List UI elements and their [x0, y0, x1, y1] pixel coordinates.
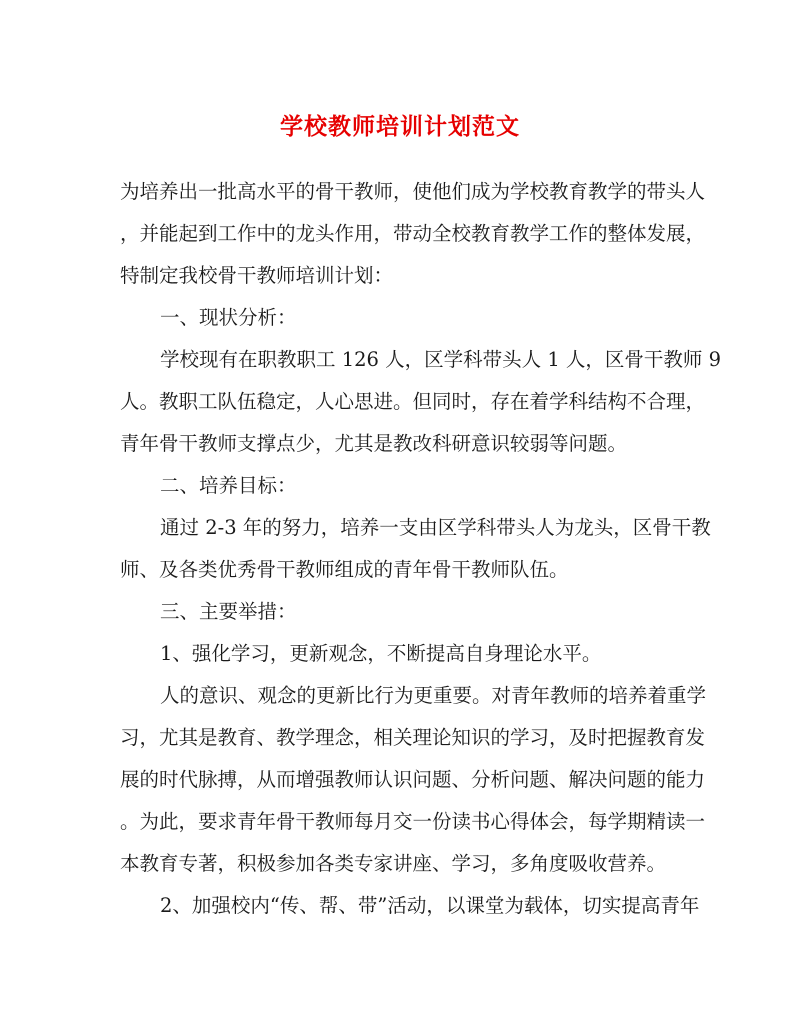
subsection-heading: 1、强化学习，更新观念，不断提高自身理论水平。: [160, 642, 602, 665]
document-title: 学校教师培训计划范文: [280, 113, 520, 140]
paragraph-line: 习，尤其是教育、教学理念，相关理论知识的学习，及时把握教育发: [120, 726, 706, 749]
section-heading: 一、现状分析：: [160, 306, 297, 329]
paragraph-line: 通过 2-3 年的努力，培养一支由区学科带头人为龙头，区骨干教: [160, 516, 711, 539]
section-heading: 二、培养目标：: [160, 474, 297, 497]
paragraph-line: 特制定我校骨干教师培训计划：: [120, 264, 394, 287]
section-heading: 三、主要举措：: [160, 600, 297, 623]
paragraph-line: 展的时代脉搏，从而增强教师认识问题、分析问题、解决问题的能力: [120, 768, 706, 791]
paragraph-line: 学校现有在职教职工 126 人，区学科带头人 1 人，区骨干教师 9: [160, 348, 722, 371]
paragraph-line: 青年骨干教师支撑点少，尤其是教改科研意识较弱等问题。: [120, 432, 628, 455]
paragraph-line: ，并能起到工作中的龙头作用，带动全校教育教学工作的整体发展，: [120, 222, 706, 245]
paragraph-line: 师、及各类优秀骨干教师组成的青年骨干教师队伍。: [120, 558, 569, 581]
paragraph-line: 为培养出一批高水平的骨干教师，使他们成为学校教育教学的带头人: [120, 180, 706, 203]
subsection-heading: 2、加强校内“传、帮、带”活动，以课堂为载体，切实提高青年: [160, 894, 700, 917]
paragraph-line: 人。教职工队伍稳定，人心思进。但同时，存在着学科结构不合理，: [120, 390, 706, 413]
paragraph-line: 。为此，要求青年骨干教师每月交一份读书心得体会，每学期精读一: [120, 810, 706, 833]
paragraph-line: 人的意识、观念的更新比行为更重要。对青年教师的培养着重学: [160, 684, 707, 707]
paragraph-line: 本教育专著，积极参加各类专家讲座、学习，多角度吸收营养。: [120, 852, 667, 875]
